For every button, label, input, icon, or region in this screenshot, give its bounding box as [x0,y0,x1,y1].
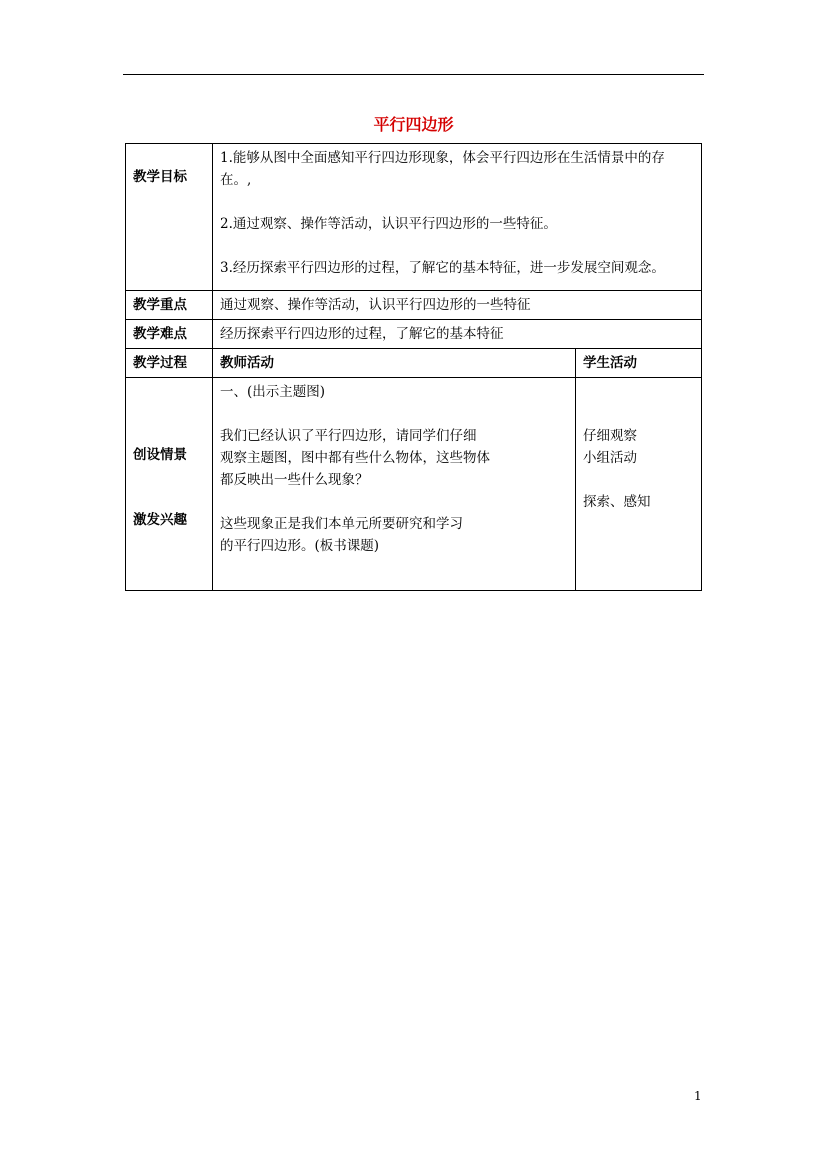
teacher-line-blank-2 [220,491,569,513]
student-line-2: 小组活动 [583,450,637,466]
teacher-line-5: 这些现象正是我们本单元所要研究和学习 [220,516,463,532]
student-line-3: 探索、感知 [583,494,651,510]
goal-item-2: 2.通过观察、操作等活动，认识平行四边形的一些特征。 [220,216,557,232]
student-line-1: 仔细观察 [583,428,637,444]
process-label: 教学过程 [126,349,213,378]
process-header-row [126,349,702,378]
teacher-activity-header: 教师活动 [213,349,576,378]
student-line-blank-1 [583,381,695,403]
teacher-line-4: 都反映出一些什么现象？ [220,472,369,488]
difficulty-label: 教学难点 [126,320,213,349]
teacher-line-6: 的平行四边形。(板书课题) [220,538,380,554]
goal-item-1: 1.能够从图中全面感知平行四边形现象，体会平行四边形在生活情景中的存在。, [220,150,665,188]
goals-label: 教学目标 [126,144,213,291]
student-activity-header: 学生活动 [576,349,702,378]
process-content-row [126,378,702,591]
student-line-blank-3 [583,469,695,491]
key-point-text: 通过观察、操作等活动，认识平行四边形的一些特征 [213,291,702,320]
difficulty-row [126,320,702,349]
teacher-line-2: 我们已经认识了平行四边形，请同学们仔细 [220,428,477,444]
teacher-line-blank-1 [220,403,569,425]
page-number: 1 [694,1089,702,1103]
teacher-activity-cell [213,378,576,591]
goals-row [126,144,702,291]
stage-label-2: 激发兴趣 [133,512,187,528]
goal-item-3: 3.经历探索平行四边形的过程，了解它的基本特征，进一步发展空间观念。 [220,260,665,276]
teacher-line-3: 观察主题图，图中都有些什么物体，这些物体 [220,450,490,466]
lesson-plan-table [125,143,702,591]
key-point-row [126,291,702,320]
key-point-label: 教学重点 [126,291,213,320]
header-rule [123,74,704,75]
stage-labels-cell [126,378,213,591]
difficulty-text: 经历探索平行四边形的过程，了解它的基本特征 [213,320,702,349]
student-activity-cell [576,378,702,591]
goals-content [213,144,702,291]
stage-label-1: 创设情景 [133,447,187,463]
teacher-line-1: 一、(出示主题图) [220,384,326,400]
student-line-blank-2 [583,403,695,425]
document-title: 平行四边形 [373,115,454,134]
